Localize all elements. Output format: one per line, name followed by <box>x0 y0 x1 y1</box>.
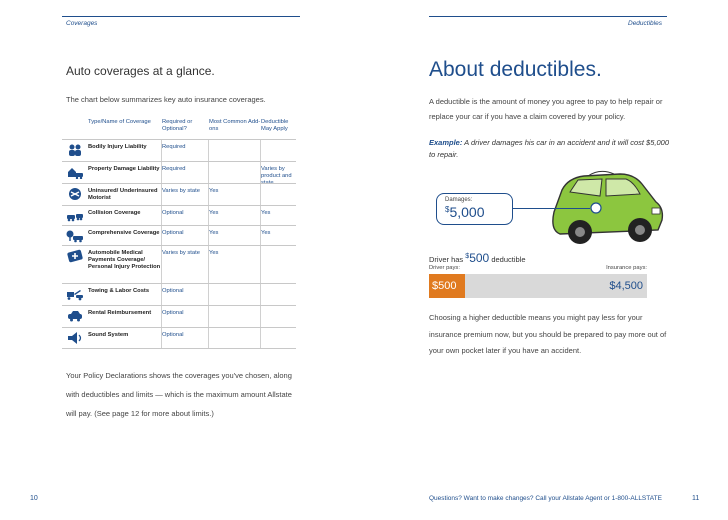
first-aid-icon <box>62 246 88 283</box>
coverage-name: Collision Coverage <box>88 210 141 216</box>
pays-labels <box>429 265 647 271</box>
coverage-deductible: Yes <box>261 230 271 236</box>
column-divider <box>208 206 209 225</box>
deductible-currency: $ <box>465 253 470 260</box>
table-row <box>62 183 296 205</box>
column-divider <box>260 226 261 245</box>
deductible-heading <box>429 251 526 265</box>
driver-pays-label: Driver pays: <box>429 265 460 271</box>
column-divider <box>260 306 261 327</box>
coverage-deductible <box>261 306 296 327</box>
column-divider <box>208 246 209 283</box>
column-divider <box>208 284 209 305</box>
coverage-table <box>62 115 296 349</box>
rental-car-icon <box>62 306 88 327</box>
table-row <box>62 225 296 245</box>
coverage-deductible <box>261 140 296 161</box>
right-top-rule <box>429 16 667 17</box>
coverage-name: Automobile Medical Payments Coverage/ Personal Injury Protection <box>88 250 161 270</box>
column-divider <box>260 284 261 305</box>
coverage-required: Required <box>162 166 186 172</box>
coverage-required: Optional <box>162 288 184 294</box>
car-tree-icon <box>62 226 88 245</box>
insurance-pays-value: $4,500 <box>609 280 643 292</box>
coverage-required: Varies by state <box>162 188 200 194</box>
column-divider <box>161 246 162 283</box>
column-divider <box>208 328 209 348</box>
coverage-deductible <box>261 284 296 305</box>
insurance-pays-label: Insurance pays: <box>606 265 647 271</box>
coverage-name: Towing & Labor Costs <box>88 288 150 294</box>
deductible-suffix: deductible <box>491 255 526 264</box>
coverage-name: Comprehensive Coverage <box>88 230 160 236</box>
table-row <box>62 283 296 305</box>
coverage-addons: Yes <box>209 188 219 194</box>
table-row <box>62 139 296 161</box>
damages-currency: $ <box>445 205 450 214</box>
table-row <box>62 327 296 349</box>
column-divider <box>208 162 209 183</box>
column-divider <box>161 226 162 245</box>
house-car-icon <box>62 162 88 183</box>
driver-pays-segment: $500 <box>429 274 465 298</box>
left-footer-text: Your Policy Declarations shows the coverages you've chosen, along with deductibles and limits — which is the maximum amount Allstate will pay. (See page 12 for more about limits.) <box>66 371 292 418</box>
table-row <box>62 245 296 283</box>
left-section-label: Coverages <box>66 20 98 27</box>
column-divider <box>208 226 209 245</box>
column-divider <box>161 184 162 205</box>
coverage-addons <box>209 284 261 305</box>
header-addons: Most Common Add-ons <box>209 119 261 132</box>
coverage-deductible <box>261 184 296 205</box>
deductible-amount: 500 <box>469 251 490 265</box>
coverage-addons: Yes <box>209 250 219 256</box>
damages-value <box>445 204 512 220</box>
higher-deductible-text: Choosing a higher deductible means you might pay less for your insurance premium now, but you should be prepared to pay more out of your own pocket later if you have an accident. <box>429 313 667 355</box>
coverage-name: Sound System <box>88 332 129 338</box>
table-row <box>62 305 296 327</box>
coverage-required: Varies by state <box>162 250 200 256</box>
green-car-illustration <box>540 150 670 250</box>
coverage-deductible: Yes <box>261 210 271 216</box>
column-divider <box>260 206 261 225</box>
coverage-name: Bodily Injury Liability <box>88 144 147 150</box>
column-divider <box>260 184 261 205</box>
example-body: A driver damages his car in an accident and it will cost $5,000 to repair. <box>429 138 669 159</box>
coverage-required: Optional <box>162 310 184 316</box>
coverage-required: Optional <box>162 210 184 216</box>
coverage-addons: Yes <box>209 230 219 236</box>
right-page-number: 11 <box>692 495 700 502</box>
column-divider <box>161 306 162 327</box>
column-divider <box>161 140 162 161</box>
right-page-title: About deductibles. <box>429 58 602 81</box>
coverage-deductible <box>261 328 296 348</box>
table-header <box>62 115 296 139</box>
car-crash-icon <box>62 206 88 225</box>
coverage-name: Property Damage Liability <box>88 166 160 172</box>
column-divider <box>208 306 209 327</box>
contact-footer: Questions? Want to make changes? Call your Allstate Agent or 1-800-ALLSTATE <box>429 495 662 502</box>
left-page-title: Auto coverages at a glance. <box>66 64 215 78</box>
column-divider <box>161 284 162 305</box>
table-row <box>62 161 296 186</box>
example-label: Example: <box>429 138 463 147</box>
speaker-icon <box>62 328 88 348</box>
people-icon <box>62 140 88 161</box>
header-required: Required or Optional? <box>162 119 193 132</box>
header-deductible: Deductible May Apply <box>261 119 289 132</box>
column-divider <box>161 328 162 348</box>
column-divider <box>260 328 261 348</box>
damage-pointer-line <box>512 208 590 209</box>
left-top-rule <box>62 16 300 17</box>
column-divider <box>260 162 261 183</box>
coverage-addons <box>209 140 261 161</box>
coverage-addons <box>209 306 261 327</box>
left-page-number: 10 <box>30 495 38 502</box>
coverage-addons <box>209 162 261 183</box>
column-divider <box>260 140 261 161</box>
header-type: Type/Name of Coverage <box>88 119 151 125</box>
column-divider <box>208 140 209 161</box>
coverage-addons: Yes <box>209 210 219 216</box>
column-divider <box>161 206 162 225</box>
deductible-amount-wrap <box>465 251 489 265</box>
damages-callout <box>436 193 513 225</box>
coverage-name: Uninsured/ Underinsured Motorist <box>88 188 158 201</box>
coverage-required: Optional <box>162 230 184 236</box>
damages-label: Damages: <box>445 197 473 203</box>
coverage-deductible <box>261 246 296 283</box>
tow-truck-icon <box>62 284 88 305</box>
deductible-definition: A deductible is the amount of money you agree to pay to help repair or replace your car if you have a claim covered by your policy. <box>429 97 663 121</box>
collision-icon <box>62 184 88 205</box>
deductible-prefix: Driver has <box>429 255 464 264</box>
right-section-label: Deductibles <box>628 20 662 27</box>
damages-amount: 5,000 <box>449 204 485 220</box>
coverage-addons <box>209 328 261 348</box>
column-divider <box>260 246 261 283</box>
column-divider <box>208 184 209 205</box>
column-divider <box>161 162 162 183</box>
coverage-deductible: Varies by product and state <box>261 166 292 186</box>
left-intro-text: The chart below summarizes key auto insurance coverages. <box>66 95 266 104</box>
coverage-required: Required <box>162 144 186 150</box>
coverage-required: Optional <box>162 332 184 338</box>
payment-split-bar <box>429 274 647 298</box>
coverage-name: Rental Reimbursement <box>88 310 152 316</box>
table-row <box>62 205 296 225</box>
